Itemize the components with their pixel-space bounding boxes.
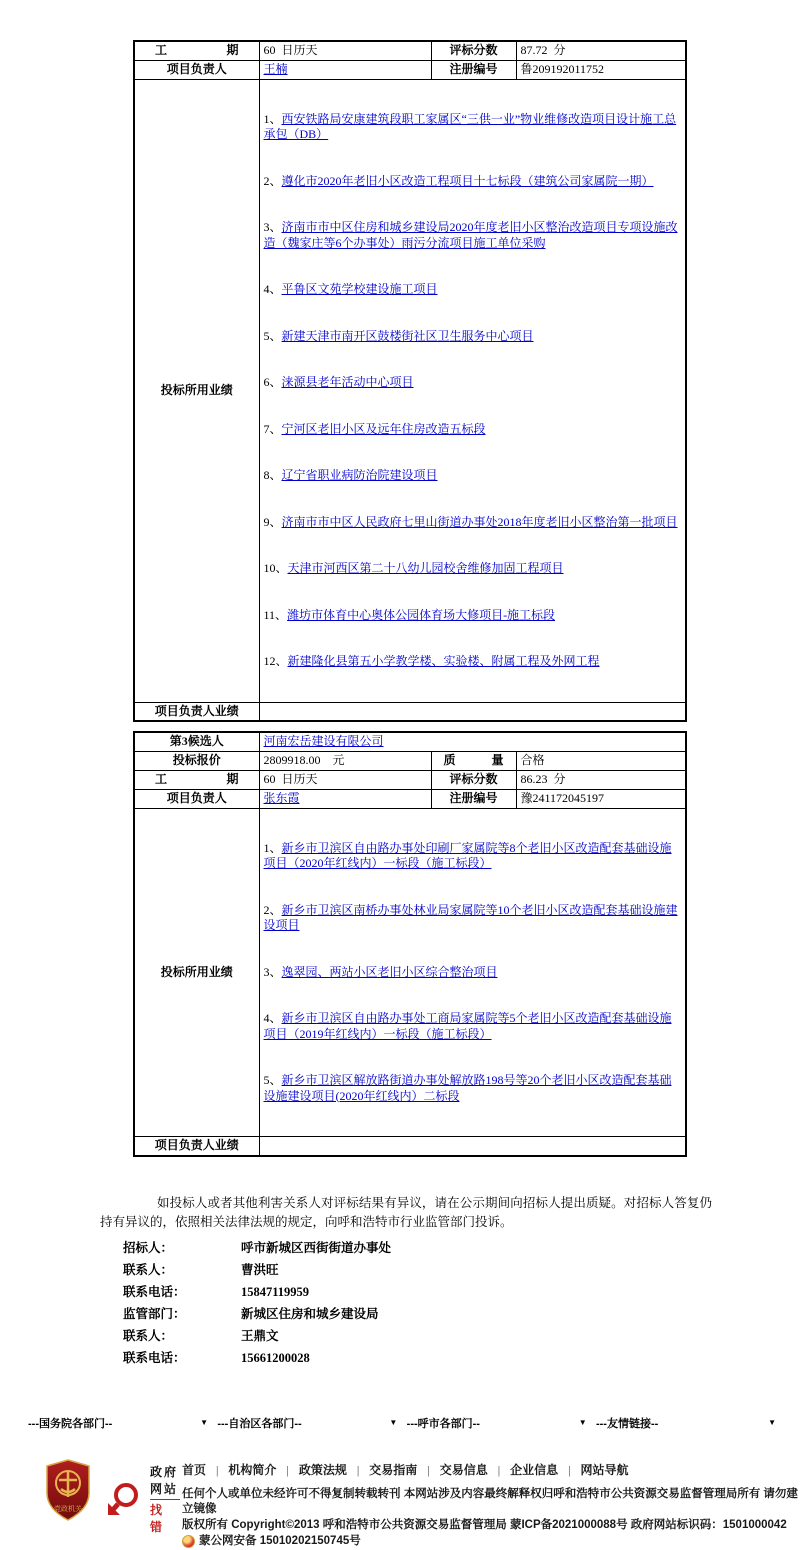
contact-row [123, 1325, 800, 1347]
contact-value: 15661200028 [241, 1350, 310, 1365]
achievements-label: 投标所用业绩 [134, 79, 259, 702]
contact-label: 招标人： [123, 1240, 174, 1255]
price-label: 投标报价 [134, 751, 259, 770]
manager-achievements-label: 项目负责人业绩 [134, 702, 259, 721]
achievement-link[interactable]: 新建天津市南开区鼓楼街社区卫生服务中心项目 [281, 328, 534, 343]
duration-value: 60 日历天 [259, 770, 431, 789]
government-emblem-icon [44, 1459, 92, 1526]
list-item: 5、新乡市卫滨区解放路街道办事处解放路198号等20个老旧小区改造配套基础设施建设项目(2020年红线内）二标段 [263, 1073, 672, 1103]
score-value: 87.72 分 [516, 41, 686, 60]
nav-policies[interactable]: | 政策法规 [276, 1461, 346, 1478]
achievement-link[interactable]: 涞源县老年活动中心项目 [281, 375, 414, 389]
contact-value: 曹洪旺 [241, 1262, 279, 1277]
contact-row [123, 1303, 800, 1325]
contact-value: 15847119959 [241, 1284, 310, 1299]
achievement-link[interactable]: 新乡市卫滨区解放路街道办事处解放路198号等20个老旧小区改造配套基础设施建设项目(2020年红线内）二标段 [263, 1073, 672, 1103]
list-item: 2、遵化市2020年老旧小区改造工程项目十七标段（建筑公司家属院一期） [263, 173, 654, 188]
page [0, 40, 800, 1547]
duration-label: 工期 [155, 771, 239, 786]
contact-label: 联系电话： [123, 1284, 186, 1299]
svg-text:党政机关: 党政机关 [54, 1504, 82, 1513]
security-record-line [182, 1534, 800, 1550]
objection-notice: 如投标人或者其他利害关系人对评标结果有异议，请在公示期间向招标人提出质疑。对招标人答复仍持有异议的，依照相关法律法规的规定，向呼和浩特市行业监管部门投诉。 [100, 1195, 712, 1229]
manager-achievements-value [259, 1137, 686, 1156]
gov-site-find-error-logo[interactable] [104, 1463, 180, 1535]
list-item: 12、新建隆化县第五小学教学楼、实验楼、附属工程及外网工程 [263, 654, 600, 668]
duration-value: 60 日历天 [259, 41, 431, 60]
list-item: 8、辽宁省职业病防治院建设项目 [263, 468, 438, 482]
achievements-label: 投标所用业绩 [134, 808, 259, 1137]
achievement-link[interactable]: 辽宁省职业病防治院建设项目 [281, 468, 438, 482]
nav-trade-info[interactable]: | 交易信息 [417, 1461, 487, 1478]
candidate-name-link[interactable]: 河南宏岳建设有限公司 [263, 734, 384, 748]
copyright-line2: 版权所有 Copyright©2013 呼和浩特市公共资源交易监督管理局 蒙ICP备2021000088号 政府网站标识码：1501000042 [182, 1518, 787, 1531]
copyright-line1: 任何个人或单位未经许可不得复制转载转刊 本网站涉及内容最终解释权归呼和浩特市公共资源交易监督管理局所有 请勿建立镜像 [182, 1487, 798, 1515]
registration-value: 豫241172045197 [516, 789, 686, 808]
table-row [134, 789, 686, 808]
list-item: 6、涞源县老年活动中心项目 [263, 375, 414, 389]
achievement-link[interactable]: 宁河区老旧小区及远年住房改造五标段 [281, 421, 486, 436]
manager-name-link[interactable]: 王楠 [263, 61, 288, 76]
link-dropdown-strip [28, 1413, 776, 1433]
list-item: 1、西安铁路局安康建筑段职工家属区“三供一业”物业维修改造项目设计施工总承包（DB） [263, 111, 677, 141]
achievement-link[interactable]: 新乡市卫滨区南桥办事处林业局家属院等10个老旧小区改造配套基础设施建设项目 [263, 902, 678, 932]
achievement-link[interactable]: 遵化市2020年老旧小区改造工程项目十七标段（建筑公司家属院一期） [281, 173, 654, 188]
contact-value: 呼市新城区西街街道办事处 [241, 1240, 392, 1255]
registration-label: 注册编号 [431, 60, 516, 79]
chevron-down-icon: ▼ [200, 1418, 208, 1427]
manager-achievements-label: 项目负责人业绩 [134, 1137, 259, 1156]
quality-value: 合格 [516, 751, 686, 770]
achievement-link[interactable]: 西安铁路局安康建筑段职工家属区“三供一业”物业维修改造项目设计施工总承包（DB） [263, 111, 677, 141]
achievement-link[interactable]: 天津市河西区第二十八幼儿园校舍维修加固工程项目 [287, 561, 564, 575]
finderr-title: 政府网站 [150, 1464, 179, 1496]
list-item: 2、新乡市卫滨区南桥办事处林业局家属院等10个老旧小区改造配套基础设施建设项目 [263, 902, 678, 932]
contact-label: 联系人： [123, 1262, 174, 1277]
manager-name-link[interactable]: 张东霞 [263, 790, 300, 805]
achievement-link[interactable]: 逸翠园、两站小区老旧小区综合整治项目 [281, 964, 498, 979]
list-item: 4、平鲁区文苑学校建设施工项目 [263, 282, 438, 296]
manager-label: 项目负责人 [134, 789, 259, 808]
candidate-label: 第3候选人 [134, 732, 259, 751]
manager-achievements-value [259, 702, 686, 721]
achievement-link[interactable]: 新乡市卫滨区自由路办事处印刷厂家属院等8个老旧小区改造配套基础设施项目（2020年红线内）一标段（施工标段） [263, 840, 672, 870]
candidate3-detail-table [133, 731, 687, 1157]
table-row [134, 770, 686, 789]
table-row [134, 60, 686, 79]
list-item: 3、逸翠园、两站小区老旧小区综合整治项目 [263, 964, 498, 979]
contact-row [123, 1259, 800, 1281]
nav-sitemap[interactable]: | 网站导航 [558, 1461, 628, 1478]
contact-label: 联系电话： [123, 1350, 186, 1365]
contact-row [123, 1347, 800, 1369]
contact-value: 王鼎文 [241, 1328, 279, 1343]
chevron-down-icon: ▼ [768, 1418, 776, 1427]
table-row [134, 751, 686, 770]
quality-label: 质量 [443, 752, 504, 767]
list-item: 11、潍坊市体育中心奥体公园体育场大修项目-施工标段 [263, 607, 556, 622]
dropdown-autonomous-region-departments[interactable]: ---自治区各部门-- ▼ [217, 1413, 397, 1433]
dropdown-friendly-links[interactable]: ---友情链接-- ▼ [596, 1413, 776, 1433]
list-item: 5、新建天津市南开区鼓楼街社区卫生服务中心项目 [263, 328, 534, 343]
achievement-link[interactable]: 济南市市中区住房和城乡建设局2020年度老旧小区整治改造项目专项设施改造（魏家庄等6个办事处）雨污分流项目施工单位采购 [263, 220, 678, 250]
nav-home[interactable]: 首页 [182, 1462, 207, 1477]
list-item: 3、济南市市中区住房和城乡建设局2020年度老旧小区整治改造项目专项设施改造（魏家庄等6个办事处）雨污分流项目施工单位采购 [263, 220, 678, 250]
finderr-sub: 找错 [150, 1499, 180, 1535]
candidate2-detail-table [133, 40, 687, 722]
achievement-link[interactable]: 济南市市中区人民政府七里山街道办事处2018年度老旧小区整治第一批项目 [281, 514, 678, 529]
registration-label: 注册编号 [431, 789, 516, 808]
contact-info [123, 1237, 800, 1369]
table-row [134, 808, 686, 1137]
table-row [134, 732, 686, 751]
site-footer [0, 1459, 800, 1550]
list-item: 9、济南市市中区人民政府七里山街道办事处2018年度老旧小区整治第一批项目 [263, 514, 678, 529]
achievement-link[interactable]: 新建隆化县第五小学教学楼、实验楼、附属工程及外网工程 [287, 654, 600, 668]
table-row [134, 41, 686, 60]
chevron-down-icon: ▼ [389, 1418, 398, 1427]
nav-enterprise-info[interactable]: | 企业信息 [488, 1461, 558, 1478]
table-row [134, 702, 686, 721]
contact-value: 新城区住房和城乡建设局 [241, 1306, 379, 1321]
list-item: 1、新乡市卫滨区自由路办事处印刷厂家属院等8个老旧小区改造配套基础设施项目（2020年红线内）一标段（施工标段） [263, 840, 672, 870]
score-label: 评标分数 [431, 41, 516, 60]
footer-nav [182, 1461, 800, 1478]
contact-row [123, 1281, 800, 1303]
achievement-link[interactable]: 平鲁区文苑学校建设施工项目 [281, 282, 438, 296]
list-item: 10、天津市河西区第二十八幼儿园校舍维修加固工程项目 [263, 561, 564, 575]
registration-value: 鲁209192011752 [516, 60, 686, 79]
contact-row [123, 1237, 800, 1259]
public-security-badge-icon [182, 1535, 195, 1548]
achievement-link[interactable]: 新乡市卫滨区自由路办事处工商局家属院等5个老旧小区改造配套基础设施项目（2019年红线内）一标段（施工标段） [263, 1011, 672, 1041]
contact-label: 监管部门： [123, 1306, 186, 1321]
score-value: 86.23 分 [516, 770, 686, 789]
magnifier-icon [104, 1479, 144, 1519]
chevron-down-icon: ▼ [578, 1418, 587, 1427]
table-row [134, 79, 686, 702]
list-item: 7、宁河区老旧小区及远年住房改造五标段 [263, 421, 486, 436]
table-row [134, 1137, 686, 1156]
duration-label: 工期 [155, 43, 239, 57]
nav-about[interactable]: | 机构简介 [206, 1461, 276, 1478]
score-label: 评标分数 [431, 770, 516, 789]
dropdown-state-council-departments[interactable]: ---国务院各部门-- ▼ [28, 1413, 208, 1433]
contact-label: 联系人： [123, 1328, 174, 1343]
list-item: 4、新乡市卫滨区自由路办事处工商局家属院等5个老旧小区改造配套基础设施项目（2019年红线内）一标段（施工标段） [263, 1011, 672, 1041]
nav-trade-guide[interactable]: | 交易指南 [347, 1461, 417, 1478]
manager-label: 项目负责人 [134, 60, 259, 79]
security-record-text[interactable]: 蒙公网安备 15010202150745号 [199, 1535, 361, 1547]
price-value: 2809918.00 元 [259, 751, 431, 770]
achievement-link[interactable]: 潍坊市体育中心奥体公园体育场大修项目-施工标段 [287, 607, 556, 622]
dropdown-city-departments[interactable]: ---呼市各部门-- ▼ [407, 1413, 587, 1433]
